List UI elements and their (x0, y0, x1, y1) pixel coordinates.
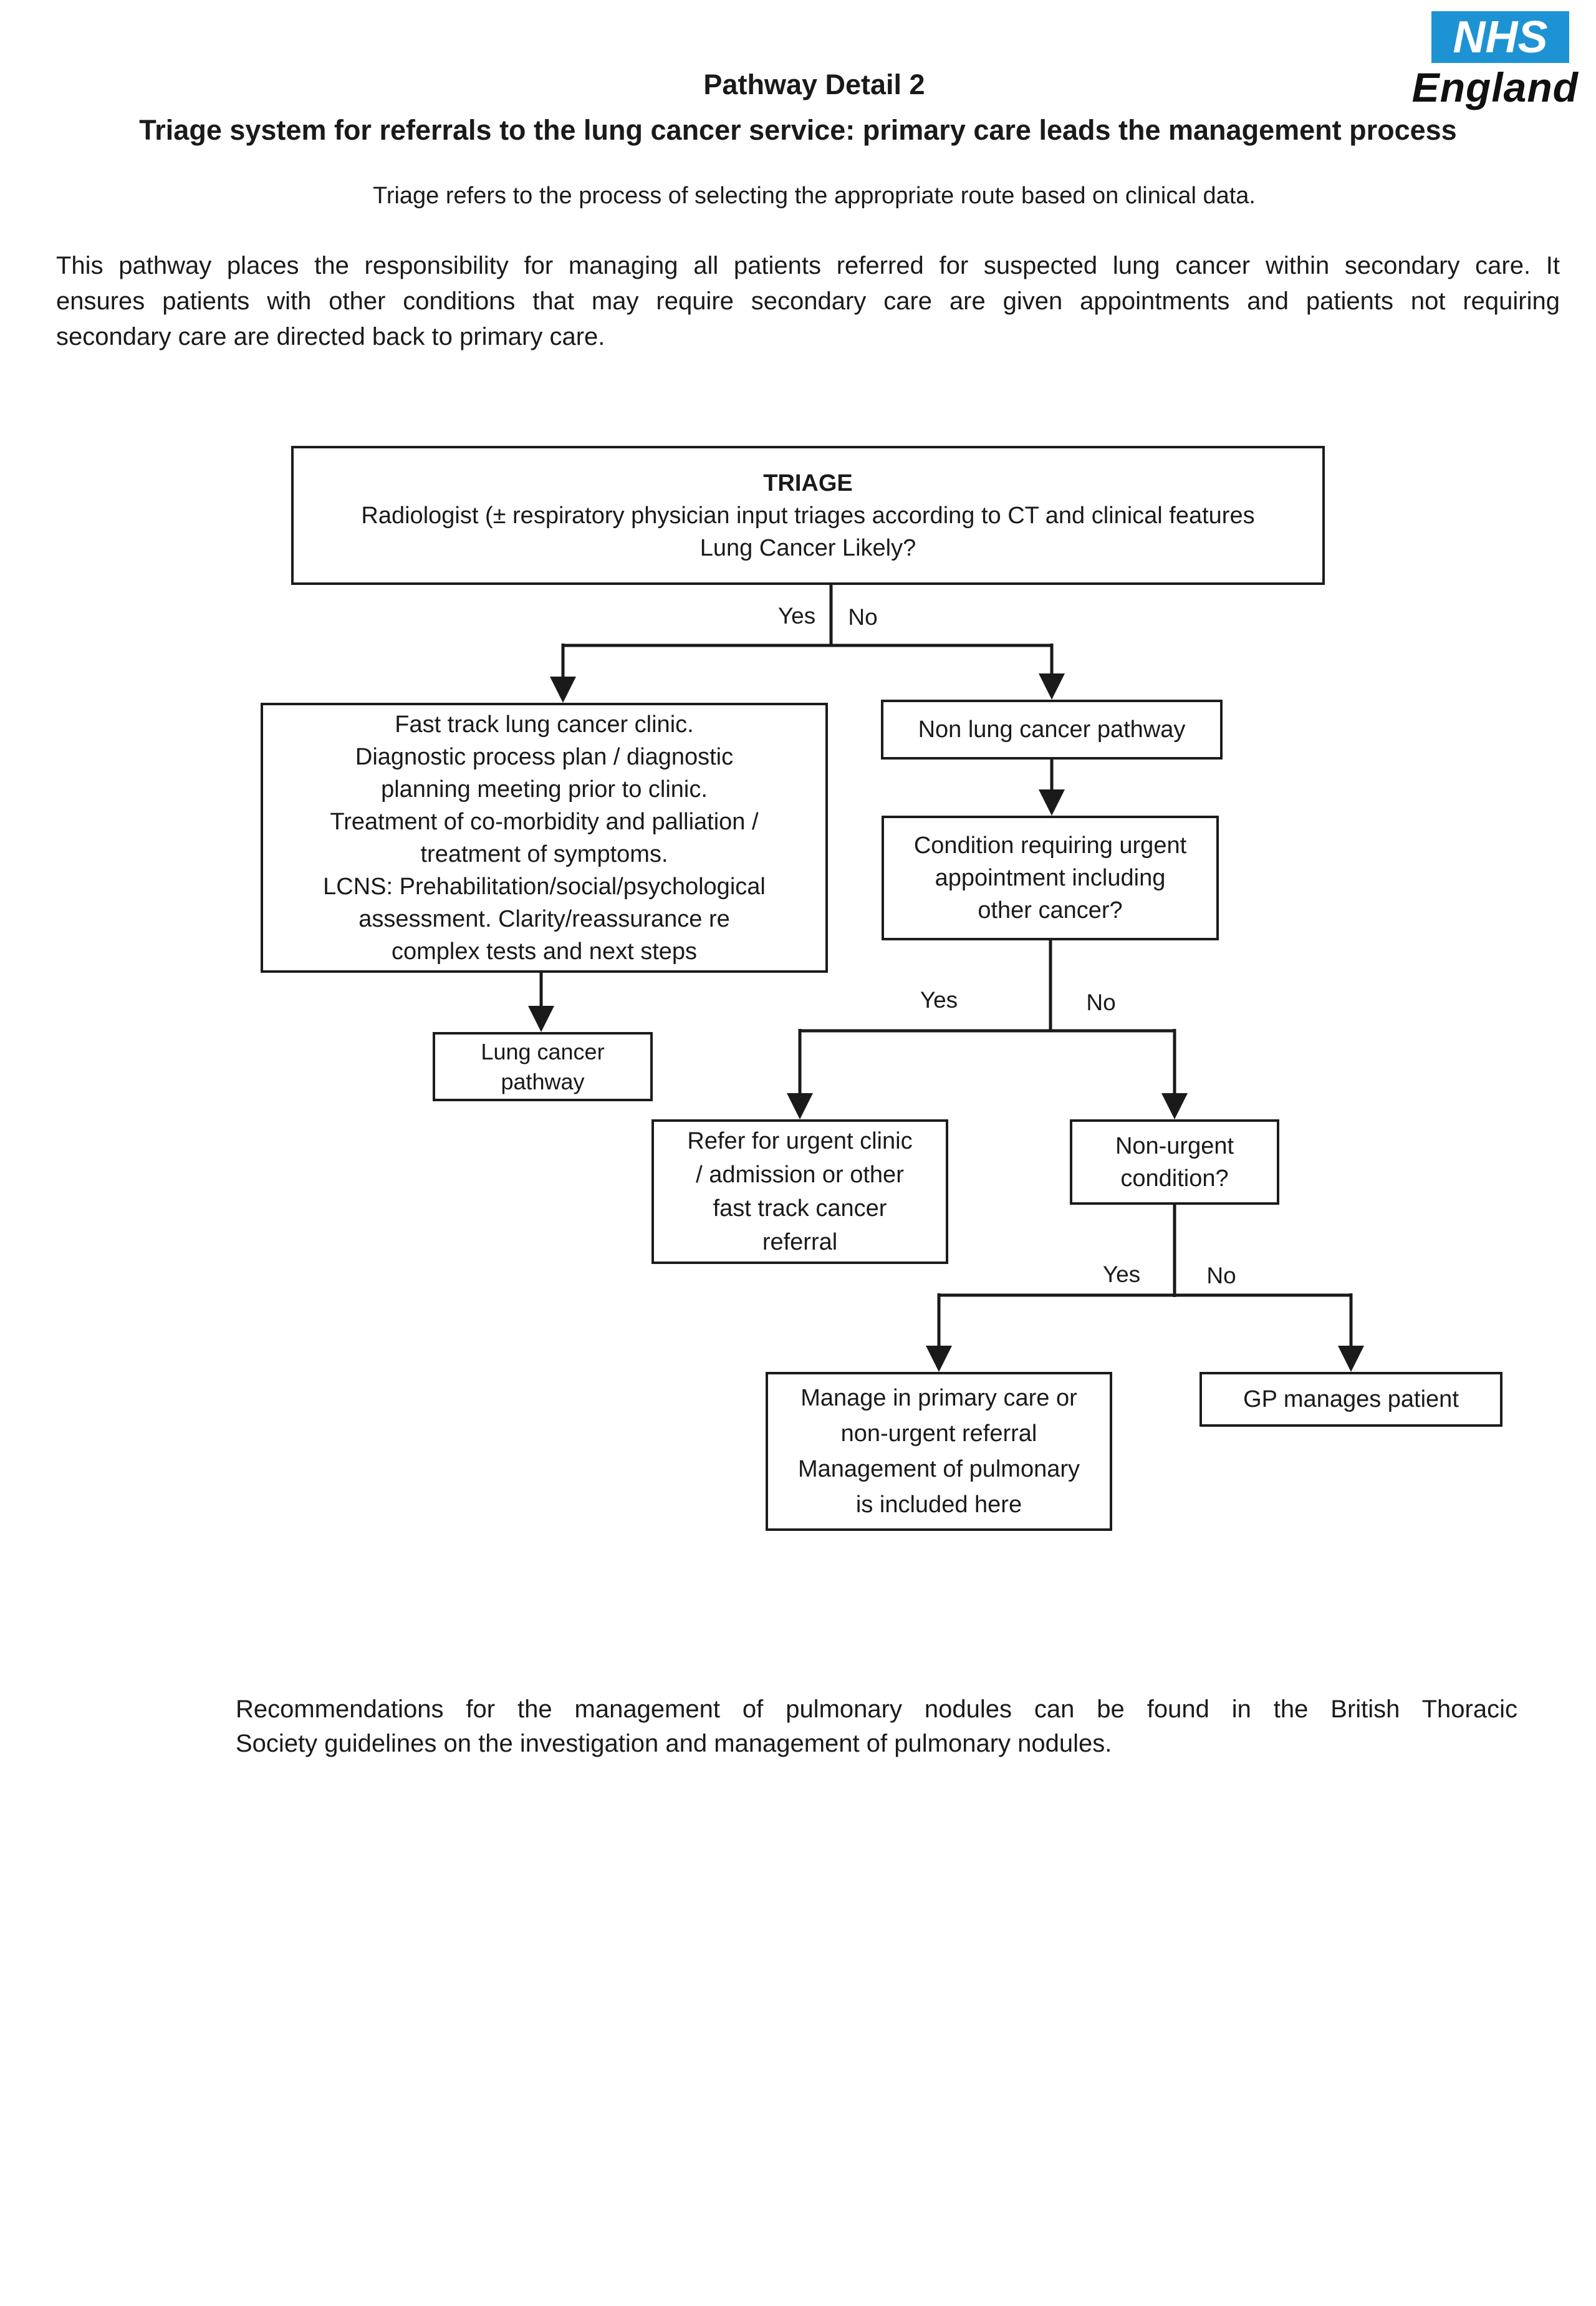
non-urgent-line: condition? (1120, 1165, 1229, 1192)
manage-primary-care-box (766, 1372, 1112, 1531)
condition-line: other cancer? (978, 897, 1123, 924)
subtitle: Triage refers to the process of selecting the appropriate route based on clinical data. (373, 183, 1256, 209)
manage-line: is included here (855, 1491, 1022, 1518)
lung-pathway-line: pathway (501, 1068, 585, 1094)
lung-pathway-line: Lung cancer (481, 1038, 605, 1064)
intro-line: secondary care are directed back to primary care. (56, 323, 605, 350)
footer-line: Recommendations for the management of pulmonary nodules can be found in the British Thoracic (236, 1696, 1517, 1723)
non-lung-cancer-pathway-box (881, 700, 1223, 760)
gp-manages-patient-box (1199, 1372, 1502, 1427)
triage-box (291, 446, 1325, 585)
gp-label: GP manages patient (1243, 1386, 1459, 1412)
branch3-yes-label: Yes (1102, 1262, 1141, 1287)
fast-track-line: LCNS: Prehabilitation/social/psychological (323, 873, 766, 900)
refer-line: referral (762, 1229, 838, 1255)
arrowhead-manage (926, 1346, 952, 1372)
refer-line: fast track cancer (713, 1195, 887, 1222)
triage-box-line: Lung Cancer Likely? (699, 534, 916, 561)
nhs-logo-icon (1431, 11, 1569, 63)
refer-line: / admission or other (696, 1162, 904, 1188)
non-urgent-question-box (1070, 1119, 1279, 1205)
arrowhead-refer (787, 1093, 813, 1119)
pathway-detail-label: Pathway Detail 2 (703, 69, 925, 100)
fast-track-line: assessment. Clarity/reassurance re (358, 905, 730, 932)
branch1-yes-label: Yes (777, 603, 816, 629)
branch2-yes-label: Yes (920, 987, 958, 1013)
nhs-logo-text: NHS (1453, 12, 1548, 62)
fast-track-line: treatment of symptoms. (420, 841, 668, 867)
fast-track-line: Diagnostic process plan / diagnostic (355, 743, 734, 770)
nhs-england-wordmark: England (1411, 64, 1579, 110)
fast-track-line: Treatment of co-morbidity and palliation / (330, 808, 759, 835)
branch2-no-label: No (1086, 990, 1116, 1015)
triage-box-line: Radiologist (± respiratory physician input triages according to CT and clinical features (361, 502, 1255, 529)
refer-urgent-clinic-box (651, 1119, 948, 1264)
urgent-condition-question-box (882, 816, 1219, 940)
manage-line: non-urgent referral (840, 1420, 1037, 1447)
footer-line: Society guidelines on the investigation and management of pulmonary nodules. (236, 1730, 1112, 1757)
arrowhead-non-urgent (1161, 1093, 1188, 1119)
refer-line: Refer for urgent clinic (687, 1128, 913, 1154)
manage-line: Management of pulmonary (797, 1455, 1080, 1482)
non-urgent-line: Non-urgent (1115, 1132, 1234, 1159)
branch3-no-label: No (1206, 1263, 1236, 1288)
manage-line: Manage in primary care or (800, 1384, 1077, 1411)
arrowhead-condition (1039, 789, 1065, 816)
non-lung-label: Non lung cancer pathway (918, 716, 1186, 743)
intro-line: This pathway places the responsibility for managing all patients referred for suspected lung cancer within secondary care. It (56, 252, 1560, 279)
arrowhead-non-lung (1039, 673, 1065, 700)
intro-line: ensures patients with other conditions that may require secondary care are given appointments and patients not requiring (56, 287, 1560, 315)
page-title: Triage system for referrals to the lung cancer service: primary care leads the management process (139, 114, 1457, 146)
condition-line: Condition requiring urgent (913, 832, 1187, 859)
intro-paragraph (56, 248, 1560, 355)
lung-cancer-pathway-box (433, 1032, 653, 1101)
footer-note (236, 1692, 1517, 1761)
branch1-no-label: No (848, 604, 878, 630)
arrowhead-gp (1338, 1346, 1364, 1372)
fast-track-clinic-box (261, 703, 828, 973)
condition-line: appointment including (935, 865, 1166, 891)
fast-track-line: Fast track lung cancer clinic. (395, 711, 694, 738)
fast-track-line: complex tests and next steps (391, 938, 698, 965)
arrowhead-lung-pathway (528, 1006, 554, 1032)
fast-track-line: planning meeting prior to clinic. (381, 776, 708, 803)
arrowhead-fast-track (550, 677, 576, 703)
triage-box-heading: TRIAGE (763, 470, 853, 496)
